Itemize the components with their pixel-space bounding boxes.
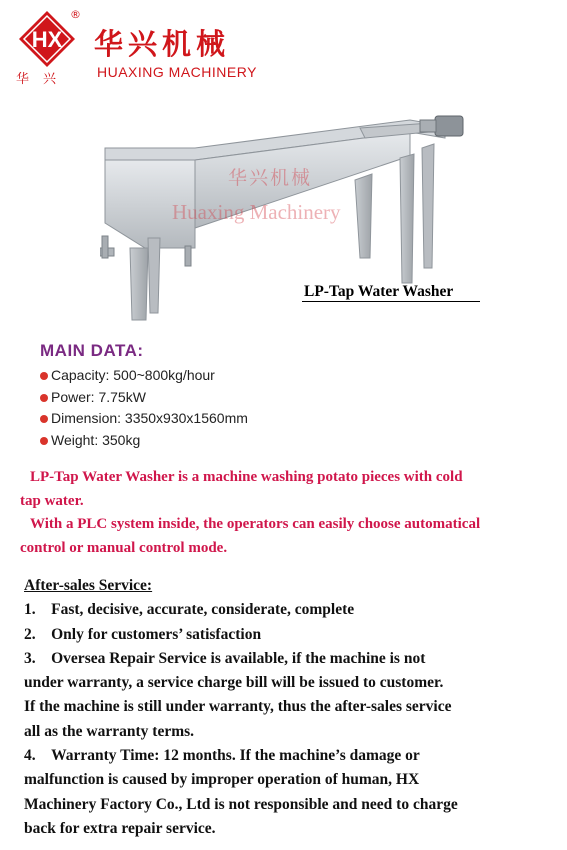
- watermark-english: Huaxing Machinery: [172, 200, 341, 224]
- spec-item: [40, 408, 248, 430]
- trademark-symbol: ®: [70, 8, 81, 21]
- bullet-dot-icon: [40, 394, 48, 402]
- bullet-dot-icon: [40, 437, 48, 445]
- after-sales-line: 2. Only for customers’ satisfaction: [24, 625, 262, 643]
- brand-name-english: HUAXING MACHINERY: [97, 64, 257, 80]
- after-sales-line: malfunction is caused by improper operation of human, HX: [24, 771, 420, 789]
- watermark-chinese: 华兴机械: [228, 167, 313, 189]
- after-sales-line: Machinery Factory Co., Ltd is not responsible and need to charge: [24, 795, 458, 813]
- bullet-dot-icon: [40, 415, 48, 423]
- spec-list: [40, 365, 248, 451]
- after-sales-line: 3. Oversea Repair Service is available, if the machine is not: [24, 649, 426, 667]
- logo-chinese-caption: 华兴: [16, 72, 71, 87]
- brand-name-chinese: 华兴机械: [94, 27, 231, 61]
- spec-weight: Weight: 350kg: [51, 431, 141, 448]
- bullet-dot-icon: [40, 372, 48, 380]
- product-caption: LP-Tap Water Washer: [304, 283, 454, 300]
- spec-item: [40, 430, 248, 452]
- after-sales-line: 1. Fast, decisive, accurate, considerate, complete: [24, 601, 355, 619]
- description-line: LP-Tap Water Washer is a machine washing potato pieces with cold: [30, 469, 463, 485]
- after-sales-line: If the machine is still under warranty, thus the after-sales service: [24, 698, 452, 716]
- logo-letters: HX: [31, 27, 63, 52]
- after-sales-line: all as the warranty terms.: [24, 722, 195, 740]
- spec-item: [40, 387, 248, 409]
- spec-capacity: Capacity: 500~800kg/hour: [51, 367, 215, 383]
- after-sales-line: 4. Warranty Time: 12 months. If the machine’s damage or: [24, 747, 420, 765]
- spec-item: [40, 365, 248, 387]
- after-sales-line: under warranty, a service charge bill will be issued to customer.: [24, 674, 444, 692]
- spec-dimension: Dimension: 3350x930x1560mm: [51, 410, 248, 427]
- spec-power: Power: 7.75kW: [51, 388, 146, 405]
- description-line: With a PLC system inside, the operators can easily choose automatical: [30, 516, 481, 532]
- description-line: control or manual control mode.: [20, 539, 228, 556]
- after-sales-line: back for extra repair service.: [24, 819, 216, 837]
- caption-underline: [302, 301, 480, 302]
- main-data-heading: MAIN DATA:: [40, 341, 144, 360]
- hx-logo: [18, 10, 76, 68]
- description-line: tap water.: [20, 492, 84, 509]
- after-sales-title: After-sales Service:: [24, 577, 153, 594]
- product-description: [20, 466, 560, 560]
- after-sales-section: [24, 574, 559, 841]
